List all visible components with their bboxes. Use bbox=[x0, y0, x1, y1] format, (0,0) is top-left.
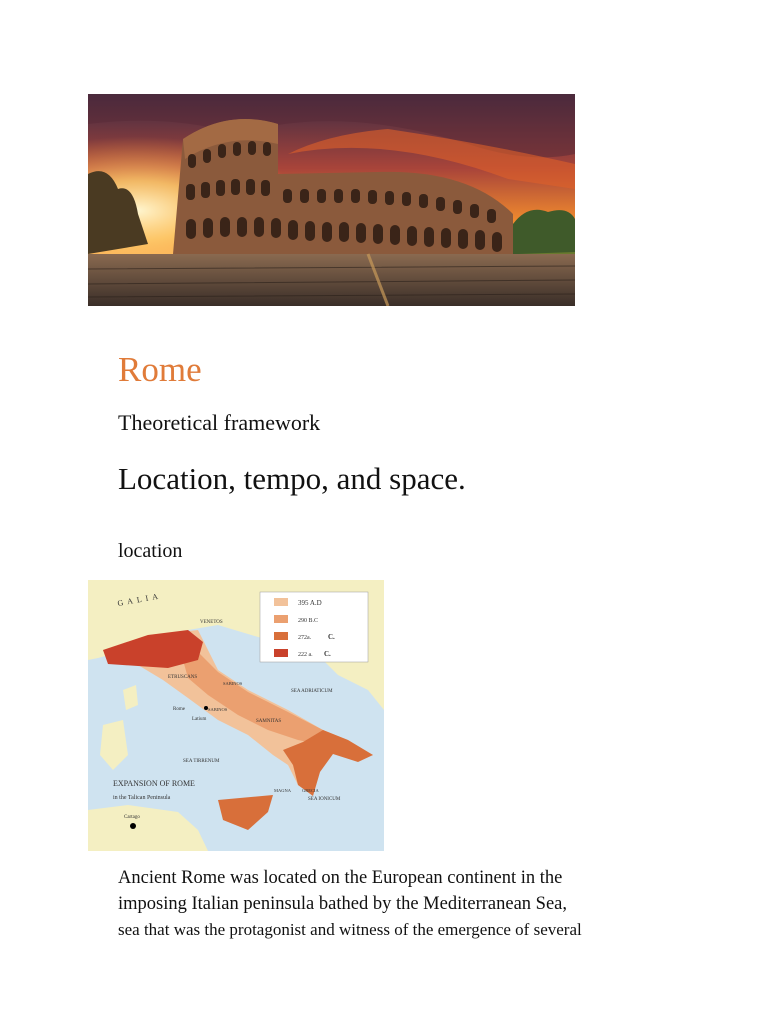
legend-swatch bbox=[274, 598, 288, 606]
subsection-label: location bbox=[118, 540, 183, 562]
map-caption-subtitle: in the Talican Peninsula bbox=[113, 795, 171, 801]
legend-swatch bbox=[274, 649, 288, 657]
map-place-label: SEA ADRIATICUM bbox=[291, 689, 333, 694]
body-line: Ancient Rome was located on the European continent in the bbox=[118, 868, 563, 888]
subtitle: Theoretical framework bbox=[118, 410, 321, 435]
body-line: sea that was the protagonist and witness of the emergence of several bbox=[118, 920, 582, 939]
colosseum-photo bbox=[88, 94, 575, 306]
map-place-label: ETRUSCANS bbox=[168, 675, 198, 680]
map-place-label: Latium bbox=[192, 717, 207, 722]
legend-item-suffix: C. bbox=[328, 633, 335, 641]
map-place-label: VENETOS bbox=[200, 620, 223, 625]
legend-item: 272a. bbox=[298, 635, 312, 641]
expansion-map bbox=[88, 580, 384, 851]
map-place-label: SEA TIRRENUM bbox=[183, 759, 220, 764]
map-region-label: GALIA bbox=[116, 591, 163, 608]
map-place-label: Cartago bbox=[124, 815, 140, 820]
section-heading: Location, tempo, and space. bbox=[118, 461, 466, 496]
page-title: Rome bbox=[118, 350, 202, 389]
legend-item: 395 A.D bbox=[298, 599, 322, 607]
body-line: imposing Italian peninsula bathed by the Mediterranean Sea, bbox=[118, 893, 568, 914]
map-caption-title: EXPANSION OF ROME bbox=[113, 779, 195, 788]
map-place-label: SABINOS bbox=[208, 707, 228, 712]
map-legend bbox=[260, 592, 368, 662]
legend-item: 222 a. bbox=[298, 652, 313, 658]
map-place-label: SAMNITAS bbox=[256, 719, 282, 724]
map-place-label: Rome bbox=[173, 707, 185, 712]
legend-swatch bbox=[274, 615, 288, 623]
map-place-label: GRECIA bbox=[302, 788, 319, 793]
legend-swatch bbox=[274, 632, 288, 640]
body-paragraph bbox=[118, 866, 638, 943]
map-place-label: MAGNA bbox=[274, 788, 292, 793]
legend-item-suffix: C. bbox=[324, 650, 331, 658]
legend-item: 290 B.C bbox=[298, 618, 319, 624]
map-place-label: SABINOS bbox=[223, 681, 243, 686]
map-place-label: SEA IONICUM bbox=[308, 797, 341, 802]
